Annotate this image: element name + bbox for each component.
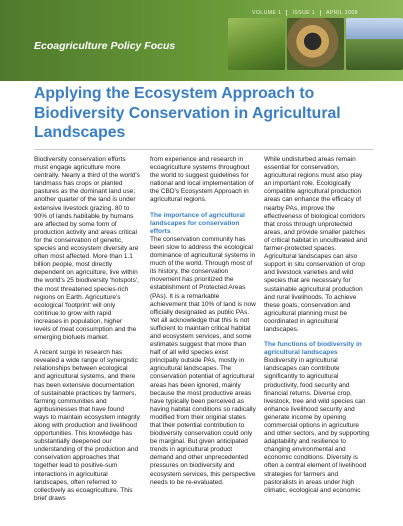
divider bbox=[34, 149, 373, 150]
paragraph: A recent surge in research has revealed a wide range of synergistic relationships between ecological and agricultural systems, and there has been extensive documentation of sustainable practices by farmers, farming communities and agribusinesses that have found ways to maintain ecosystem integrity along with production and livelihood opportunities. This knowledge has substantially deepened our understanding of the production and conservation approaches that together lead to positive-sum interactions in agricultural landscapes, often referred to collectively as ecoagriculture. This brief draws bbox=[34, 349, 140, 502]
section-heading: The importance of agricultural landscapes for conservation efforts bbox=[150, 211, 245, 235]
field-photo bbox=[346, 18, 403, 70]
landscape-photo bbox=[228, 18, 285, 70]
series-title: Ecoagriculture Policy Focus bbox=[34, 40, 176, 52]
column-2 bbox=[150, 156, 256, 494]
paragraph: from experience and research in ecoagriculture systems throughout the world to suggest guidelines for national and local implementation of the CBD's Ecosystem Approach in agricultural regions. bbox=[150, 156, 254, 204]
paragraph: Biodiversity conservation efforts must engage agriculture more centrally. Nearly a third of the world's landmass has crops or planted pastures as the dominant land use; another quarter of the land is under extensive livestock grazing. 80 to 90% of lands habitable by humans are affected by some form of production activity and areas critical for the conservation of genetic, species and ecosystem diversity are often most affected. More than 1.1 billion people, most directly dependent on agriculture, live within the world's 25 biodiversity 'hotspots', the most threatened species-rich regions on Earth. Agriculture's ecological 'footprint' will only continue to grow with rapid increases in population, higher levels of meat consumption and the emerging biofuels market. bbox=[34, 156, 140, 342]
date-label: APRIL 2008 bbox=[320, 10, 363, 16]
paragraph: Biodiversity in agricultural landscapes can contribute significantly to agricultural productivity, food security and financial returns. Diverse crop, livestock, tree and wild species can enhance livelihood security and generate income by opening commercial options in agriculture and other sectors, and by supporting adaptability and resilience to changing environmental and economic conditions. Diversity is often a central element of livelihood strategies for farmers and pastoralists in areas under high climatic, ecological and economic bbox=[264, 357, 370, 494]
butterfly-photo bbox=[287, 18, 344, 70]
issue-label: ISSUE 1 bbox=[286, 10, 320, 16]
article-headline: Applying the Ecosystem Approach to Biodiversity Conservation in Agricultural Landscapes bbox=[34, 85, 341, 141]
column-3 bbox=[264, 156, 370, 502]
header-photos bbox=[228, 18, 403, 70]
volume-label: VOLUME 1 bbox=[252, 9, 282, 16]
paragraph: While undisturbed areas remain essential for conservation, agricultural regions must also play an important role. Ecologically compatible agricultural production areas can enhance the efficacy of nearby PAs, improve the effectiveness of biological corridors that cross through unprotected areas, and provide smaller patches of critical habitat in uncultivated and farmer-protected spaces. Agricultural landscapes can also support in situ conservation of crop and livestock varieties and wild species that are necessary for sustainable agricultural production and rural livelihoods. To achieve these goals, conservation and agricultural planning must be coordinated in agricultural landscapes. bbox=[264, 156, 367, 333]
paragraph: The conservation community has been slow to address the ecological dominance of agricultural systems in much of the world. Through most of its history, the conservation movement has prioritized the establishment of Protected Areas (PAs). It is a remarkable achievement that 10% of land is now officially designated as public PAs. Yet all acknowledge that this is not sufficient to maintain critical habitat and ecosystem services, and some estimates suggest that more than half of all wild species exist principally outside PAs, mostly in agricultural landscapes. The conservation potential of agricultural areas has been ignored, mainly because the most productive areas have typically been perceived as having habitat conditions so radically modified from their original states that their potential contribution to biodiversity conservation could only be marginal. But given anticipated trends in agricultural product demand and other unprecedented pressures on biodiversity and ecosystem services, this perspective needs to be re-evaluated. bbox=[150, 235, 256, 486]
section-heading: The functions of biodiversity in agricultural landscapes bbox=[264, 341, 362, 357]
column-1 bbox=[34, 156, 140, 510]
header-banner bbox=[0, 0, 403, 81]
